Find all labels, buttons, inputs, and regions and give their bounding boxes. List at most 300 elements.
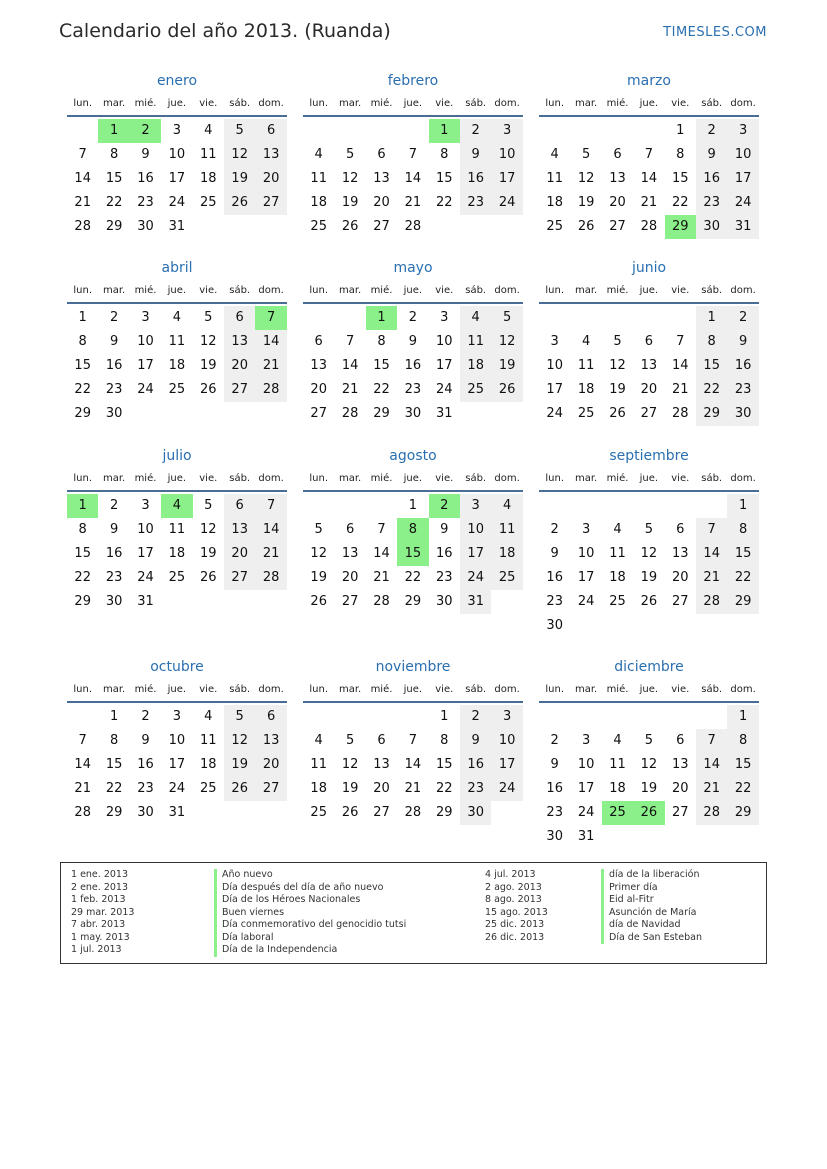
day-cell: 7 <box>78 147 87 162</box>
day-cell: 7 <box>676 334 685 349</box>
day-cell: 26 <box>231 781 248 796</box>
day-cell: 4 <box>314 733 323 748</box>
weekday-header: dom. <box>494 684 520 695</box>
day-cell: 24 <box>498 195 516 210</box>
day-cell: 9 <box>471 147 480 162</box>
day-cell: 16 <box>105 546 123 561</box>
day-cell: 2 <box>471 709 480 724</box>
day-cell: 20 <box>231 546 248 561</box>
weekday-header: dom. <box>730 684 756 695</box>
day-cell: 29 <box>373 406 390 421</box>
day-cell: 9 <box>141 147 150 162</box>
month-name: mayo <box>393 260 433 276</box>
weekday-header: dom. <box>494 285 520 296</box>
day-cell: 27 <box>373 805 390 820</box>
holiday-day-cell: 7 <box>255 306 286 330</box>
day-cell: 5 <box>204 498 213 513</box>
day-cell: 23 <box>467 781 484 796</box>
weekday-header: jue. <box>639 684 659 695</box>
day-cell: 7 <box>377 522 386 537</box>
day-cell: 28 <box>74 805 91 820</box>
day-cell: 2 <box>550 522 559 537</box>
day-cell: 14 <box>341 358 359 373</box>
day-cell: 28 <box>404 805 422 820</box>
day-cell: 18 <box>609 781 626 796</box>
day-cell: 27 <box>640 406 658 421</box>
day-cell: 11 <box>609 546 626 561</box>
day-cell: 17 <box>577 570 595 585</box>
day-cell: 25 <box>609 594 626 609</box>
day-cell: 30 <box>703 219 720 234</box>
day-cell: 30 <box>467 805 484 820</box>
day-cell: 22 <box>105 195 123 210</box>
day-cell: 4 <box>204 709 213 724</box>
weekday-header: dom. <box>494 473 520 484</box>
day-cell: 14 <box>404 757 422 772</box>
day-cell: 11 <box>168 522 186 537</box>
day-cell: 7 <box>408 733 418 748</box>
weekday-header: sáb. <box>701 98 723 109</box>
day-cell: 26 <box>310 594 327 609</box>
day-cell: 9 <box>707 147 716 162</box>
day-cell: 10 <box>577 757 595 772</box>
day-cell: 15 <box>74 546 91 561</box>
day-cell: 28 <box>703 594 720 609</box>
day-cell: 15 <box>105 757 123 772</box>
day-cell: 24 <box>577 594 595 609</box>
day-cell: 18 <box>310 195 327 210</box>
day-cell: 23 <box>436 570 453 585</box>
day-cell: 30 <box>404 406 422 421</box>
weekday-header: mar. <box>338 684 362 695</box>
day-cell: 30 <box>105 406 123 421</box>
day-cell: 2 <box>141 709 150 724</box>
day-cell: 17 <box>168 757 186 772</box>
weekday-header: jue. <box>167 98 187 109</box>
weekday-header: sáb. <box>465 473 487 484</box>
weekday-header: jue. <box>167 684 187 695</box>
day-cell: 27 <box>672 594 689 609</box>
day-cell: 29 <box>105 219 123 234</box>
day-cell: 12 <box>231 733 248 748</box>
day-cell: 6 <box>314 334 323 349</box>
day-cell: 6 <box>266 123 276 138</box>
day-cell: 9 <box>408 334 418 349</box>
day-cell: 16 <box>137 171 154 186</box>
weekday-header: lun. <box>309 684 329 695</box>
legend-holiday-name: Día de la Independencia <box>214 944 406 957</box>
day-cell: 8 <box>738 522 748 537</box>
legend-holiday-name: Primer día <box>601 882 702 895</box>
day-cell: 22 <box>436 781 453 796</box>
day-cell: 26 <box>640 594 658 609</box>
page-title: Calendario del año 2013. (Ruanda) <box>59 20 391 42</box>
legend-holiday-name: Día conmemorativo del genocidio tutsi <box>214 919 406 932</box>
day-cell: 2 <box>109 310 119 325</box>
day-cell: 15 <box>373 358 390 373</box>
weekday-header: jue. <box>403 285 423 296</box>
day-cell: 27 <box>262 781 280 796</box>
day-cell: 6 <box>676 733 685 748</box>
day-cell: 8 <box>78 522 87 537</box>
day-cell: 22 <box>734 570 752 585</box>
weekday-header: mar. <box>338 98 362 109</box>
day-cell: 13 <box>672 757 689 772</box>
day-cell: 12 <box>200 522 217 537</box>
day-cell: 5 <box>345 733 355 748</box>
day-cell: 4 <box>581 334 591 349</box>
weekday-header: vie. <box>199 285 218 296</box>
day-cell: 24 <box>168 195 186 210</box>
day-cell: 20 <box>373 195 390 210</box>
day-cell: 3 <box>172 123 182 138</box>
day-cell: 19 <box>231 757 248 772</box>
day-cell: 22 <box>703 382 720 397</box>
holiday-day-cell: 15 <box>397 542 428 566</box>
day-cell: 12 <box>609 358 626 373</box>
day-cell: 13 <box>341 546 359 561</box>
day-cell: 22 <box>734 781 752 796</box>
legend-date: 7 abr. 2013 <box>71 919 126 930</box>
weekday-header: lun. <box>545 684 565 695</box>
weekday-header: jue. <box>167 285 187 296</box>
day-cell: 7 <box>707 522 716 537</box>
weekday-header: vie. <box>199 684 218 695</box>
day-cell: 13 <box>231 334 248 349</box>
day-cell: 3 <box>581 733 591 748</box>
day-cell: 30 <box>436 594 453 609</box>
day-cell: 14 <box>373 546 390 561</box>
weekday-header: mié. <box>134 285 157 296</box>
day-cell: 3 <box>172 709 182 724</box>
day-cell: 23 <box>734 382 752 397</box>
day-cell: 20 <box>310 382 327 397</box>
day-cell: 21 <box>373 570 390 585</box>
day-cell: 18 <box>168 546 186 561</box>
month-name: febrero <box>387 73 439 89</box>
day-cell: 16 <box>703 171 720 186</box>
day-cell: 8 <box>78 334 87 349</box>
day-cell: 22 <box>74 570 91 585</box>
month-name: noviembre <box>375 659 451 675</box>
day-cell: 12 <box>341 171 359 186</box>
day-cell: 26 <box>577 219 595 234</box>
day-cell: 2 <box>707 123 716 138</box>
day-cell: 15 <box>436 757 453 772</box>
day-cell: 30 <box>734 406 752 421</box>
day-cell: 13 <box>672 546 689 561</box>
weekday-header: lun. <box>73 285 93 296</box>
day-cell: 29 <box>734 594 752 609</box>
holiday-day-cell: 26 <box>633 801 664 825</box>
day-cell: 3 <box>141 498 150 513</box>
weekday-header: vie. <box>435 684 454 695</box>
day-cell: 29 <box>436 805 453 820</box>
day-cell: 12 <box>498 334 516 349</box>
day-cell: 12 <box>341 757 359 772</box>
holiday-day-cell: 2 <box>130 119 161 143</box>
weekday-header: mié. <box>370 684 393 695</box>
day-cell: 20 <box>672 781 689 796</box>
day-cell: 21 <box>74 781 91 796</box>
day-cell: 23 <box>404 382 422 397</box>
legend-right-dates <box>485 869 548 944</box>
day-cell: 28 <box>373 594 390 609</box>
day-cell: 24 <box>546 406 563 421</box>
weekday-header: sáb. <box>701 473 723 484</box>
weekday-header: dom. <box>730 285 756 296</box>
weekday-header: mar. <box>102 285 126 296</box>
day-cell: 11 <box>200 733 217 748</box>
day-cell: 27 <box>231 570 248 585</box>
day-cell: 14 <box>262 522 280 537</box>
weekday-header: dom. <box>258 684 284 695</box>
day-cell: 1 <box>78 310 87 325</box>
day-cell: 27 <box>310 406 327 421</box>
weekday-header: lun. <box>309 473 329 484</box>
day-cell: 2 <box>550 733 559 748</box>
day-cell: 5 <box>502 310 512 325</box>
day-cell: 9 <box>109 334 119 349</box>
weekday-header: jue. <box>167 473 187 484</box>
day-cell: 11 <box>310 171 327 186</box>
day-cell: 11 <box>498 522 516 537</box>
day-cell: 18 <box>310 781 327 796</box>
day-cell: 26 <box>200 382 217 397</box>
day-cell: 26 <box>341 219 359 234</box>
day-cell: 23 <box>546 805 563 820</box>
weekday-header: vie. <box>199 473 218 484</box>
day-cell: 5 <box>644 733 654 748</box>
day-cell: 25 <box>310 219 327 234</box>
day-cell: 5 <box>613 334 622 349</box>
day-cell: 1 <box>738 709 748 724</box>
day-cell: 7 <box>78 733 87 748</box>
day-cell: 14 <box>74 757 91 772</box>
month-header-rule <box>303 115 523 117</box>
weekday-header: mar. <box>574 98 598 109</box>
day-cell: 21 <box>672 382 689 397</box>
weekday-header: vie. <box>199 98 218 109</box>
day-cell: 10 <box>498 147 516 162</box>
day-cell: 14 <box>404 171 422 186</box>
weekday-header: dom. <box>258 473 284 484</box>
day-cell: 10 <box>137 334 154 349</box>
day-cell: 3 <box>440 310 449 325</box>
weekday-header: lun. <box>73 684 93 695</box>
day-cell: 11 <box>467 334 484 349</box>
day-cell: 1 <box>440 709 449 724</box>
legend-holiday-name: Año nuevo <box>214 869 406 882</box>
day-cell: 9 <box>440 522 449 537</box>
day-cell: 3 <box>141 310 150 325</box>
day-cell: 13 <box>231 522 248 537</box>
holiday-legend <box>60 862 767 964</box>
day-cell: 8 <box>738 733 748 748</box>
weekday-header: sáb. <box>701 285 723 296</box>
weekday-header: jue. <box>403 684 423 695</box>
holiday-day-cell: 1 <box>67 494 98 518</box>
legend-holiday-name: Día de San Esteban <box>601 932 702 945</box>
day-cell: 23 <box>467 195 484 210</box>
day-cell: 21 <box>640 195 658 210</box>
day-cell: 10 <box>577 546 595 561</box>
day-cell: 13 <box>609 171 626 186</box>
day-cell: 21 <box>74 195 91 210</box>
day-cell: 19 <box>640 570 658 585</box>
month-header-rule <box>539 701 759 703</box>
weekday-header: lun. <box>545 473 565 484</box>
day-cell: 31 <box>137 594 154 609</box>
day-cell: 11 <box>310 757 327 772</box>
weekday-header: mié. <box>606 473 629 484</box>
day-cell: 20 <box>262 171 280 186</box>
day-cell: 16 <box>734 358 752 373</box>
day-cell: 19 <box>200 546 217 561</box>
day-cell: 11 <box>577 358 595 373</box>
weekday-header: mié. <box>606 684 629 695</box>
day-cell: 30 <box>546 829 563 844</box>
day-cell: 28 <box>404 219 422 234</box>
day-cell: 23 <box>137 781 154 796</box>
holiday-day-cell: 1 <box>98 119 129 143</box>
day-cell: 29 <box>74 594 91 609</box>
weekday-header: vie. <box>435 473 454 484</box>
weekday-header: sáb. <box>229 98 251 109</box>
day-cell: 17 <box>546 382 563 397</box>
day-cell: 21 <box>703 781 720 796</box>
day-cell: 11 <box>168 334 186 349</box>
brand-logo-text[interactable]: TIMESLES.COM <box>663 25 767 40</box>
day-cell: 17 <box>168 171 186 186</box>
day-cell: 20 <box>609 195 626 210</box>
holiday-day-cell: 29 <box>665 215 696 239</box>
day-cell: 30 <box>105 594 123 609</box>
weekday-header: mié. <box>370 473 393 484</box>
day-cell: 6 <box>266 709 276 724</box>
weekday-header: vie. <box>671 285 690 296</box>
day-cell: 16 <box>436 546 453 561</box>
month-name: junio <box>631 260 667 276</box>
day-cell: 7 <box>408 147 418 162</box>
day-cell: 10 <box>168 147 186 162</box>
day-cell: 10 <box>734 147 752 162</box>
day-cell: 8 <box>109 733 119 748</box>
day-cell: 6 <box>644 334 654 349</box>
day-cell: 13 <box>310 358 327 373</box>
day-cell: 13 <box>640 358 658 373</box>
holiday-day-cell: 25 <box>602 801 633 825</box>
day-cell: 6 <box>676 522 685 537</box>
day-cell: 8 <box>377 334 386 349</box>
day-cell: 25 <box>168 570 186 585</box>
day-cell: 24 <box>467 570 484 585</box>
day-cell: 24 <box>137 570 154 585</box>
weekday-header: mié. <box>606 98 629 109</box>
day-cell: 11 <box>546 171 563 186</box>
day-cell: 27 <box>609 219 626 234</box>
day-cell: 8 <box>440 147 449 162</box>
day-cell: 26 <box>231 195 248 210</box>
day-cell: 19 <box>231 171 248 186</box>
day-cell: 5 <box>204 310 213 325</box>
day-cell: 16 <box>105 358 123 373</box>
day-cell: 19 <box>341 781 359 796</box>
weekday-header: lun. <box>73 98 93 109</box>
weekday-header: lun. <box>545 98 565 109</box>
month-header-rule <box>67 490 287 492</box>
day-cell: 17 <box>734 171 752 186</box>
day-cell: 31 <box>168 219 186 234</box>
day-cell: 18 <box>577 382 595 397</box>
legend-date: 1 feb. 2013 <box>71 894 126 905</box>
day-cell: 13 <box>373 171 390 186</box>
day-cell: 28 <box>672 406 689 421</box>
holiday-day-cell: 4 <box>161 494 192 518</box>
day-cell: 3 <box>471 498 480 513</box>
day-cell: 8 <box>440 733 449 748</box>
month-header-rule <box>303 302 523 304</box>
day-cell: 3 <box>738 123 748 138</box>
day-cell: 9 <box>550 757 559 772</box>
day-cell: 24 <box>498 781 516 796</box>
month-name: septiembre <box>609 448 689 464</box>
day-cell: 15 <box>703 358 720 373</box>
weekday-header: mar. <box>574 684 598 695</box>
day-cell: 18 <box>200 757 217 772</box>
legend-holiday-name: Buen viernes <box>214 907 406 920</box>
day-cell: 7 <box>707 733 716 748</box>
day-cell: 5 <box>581 147 591 162</box>
legend-date: 15 ago. 2013 <box>485 906 548 918</box>
day-cell: 15 <box>436 171 453 186</box>
day-cell: 20 <box>672 570 689 585</box>
weekday-header: mar. <box>574 285 598 296</box>
day-cell: 19 <box>640 781 658 796</box>
day-cell: 8 <box>109 147 119 162</box>
day-cell: 26 <box>200 570 217 585</box>
day-cell: 8 <box>676 147 685 162</box>
day-cell: 4 <box>550 147 559 162</box>
day-cell: 27 <box>231 382 248 397</box>
day-cell: 16 <box>546 570 563 585</box>
month-header-rule <box>303 490 523 492</box>
day-cell: 6 <box>613 147 622 162</box>
day-cell: 24 <box>137 382 154 397</box>
day-cell: 25 <box>498 570 516 585</box>
legend-holiday-name: día de Navidad <box>601 919 702 932</box>
day-cell: 12 <box>310 546 327 561</box>
legend-date: 1 ene. 2013 <box>71 869 128 880</box>
weekday-header: lun. <box>309 98 329 109</box>
day-cell: 27 <box>262 195 280 210</box>
weekday-header: dom. <box>258 285 284 296</box>
day-cell: 1 <box>738 498 748 513</box>
day-cell: 9 <box>141 733 150 748</box>
month-name: abril <box>161 260 193 276</box>
weekday-header: jue. <box>639 473 659 484</box>
weekday-header: sáb. <box>465 684 487 695</box>
day-cell: 6 <box>345 522 355 537</box>
day-cell: 28 <box>703 805 720 820</box>
month-header-rule <box>539 490 759 492</box>
day-cell: 26 <box>341 805 359 820</box>
day-cell: 25 <box>577 406 595 421</box>
weekday-header: mié. <box>370 98 393 109</box>
holiday-day-cell: 2 <box>429 494 460 518</box>
weekday-header: dom. <box>258 98 284 109</box>
holiday-day-cell: 1 <box>429 119 460 143</box>
